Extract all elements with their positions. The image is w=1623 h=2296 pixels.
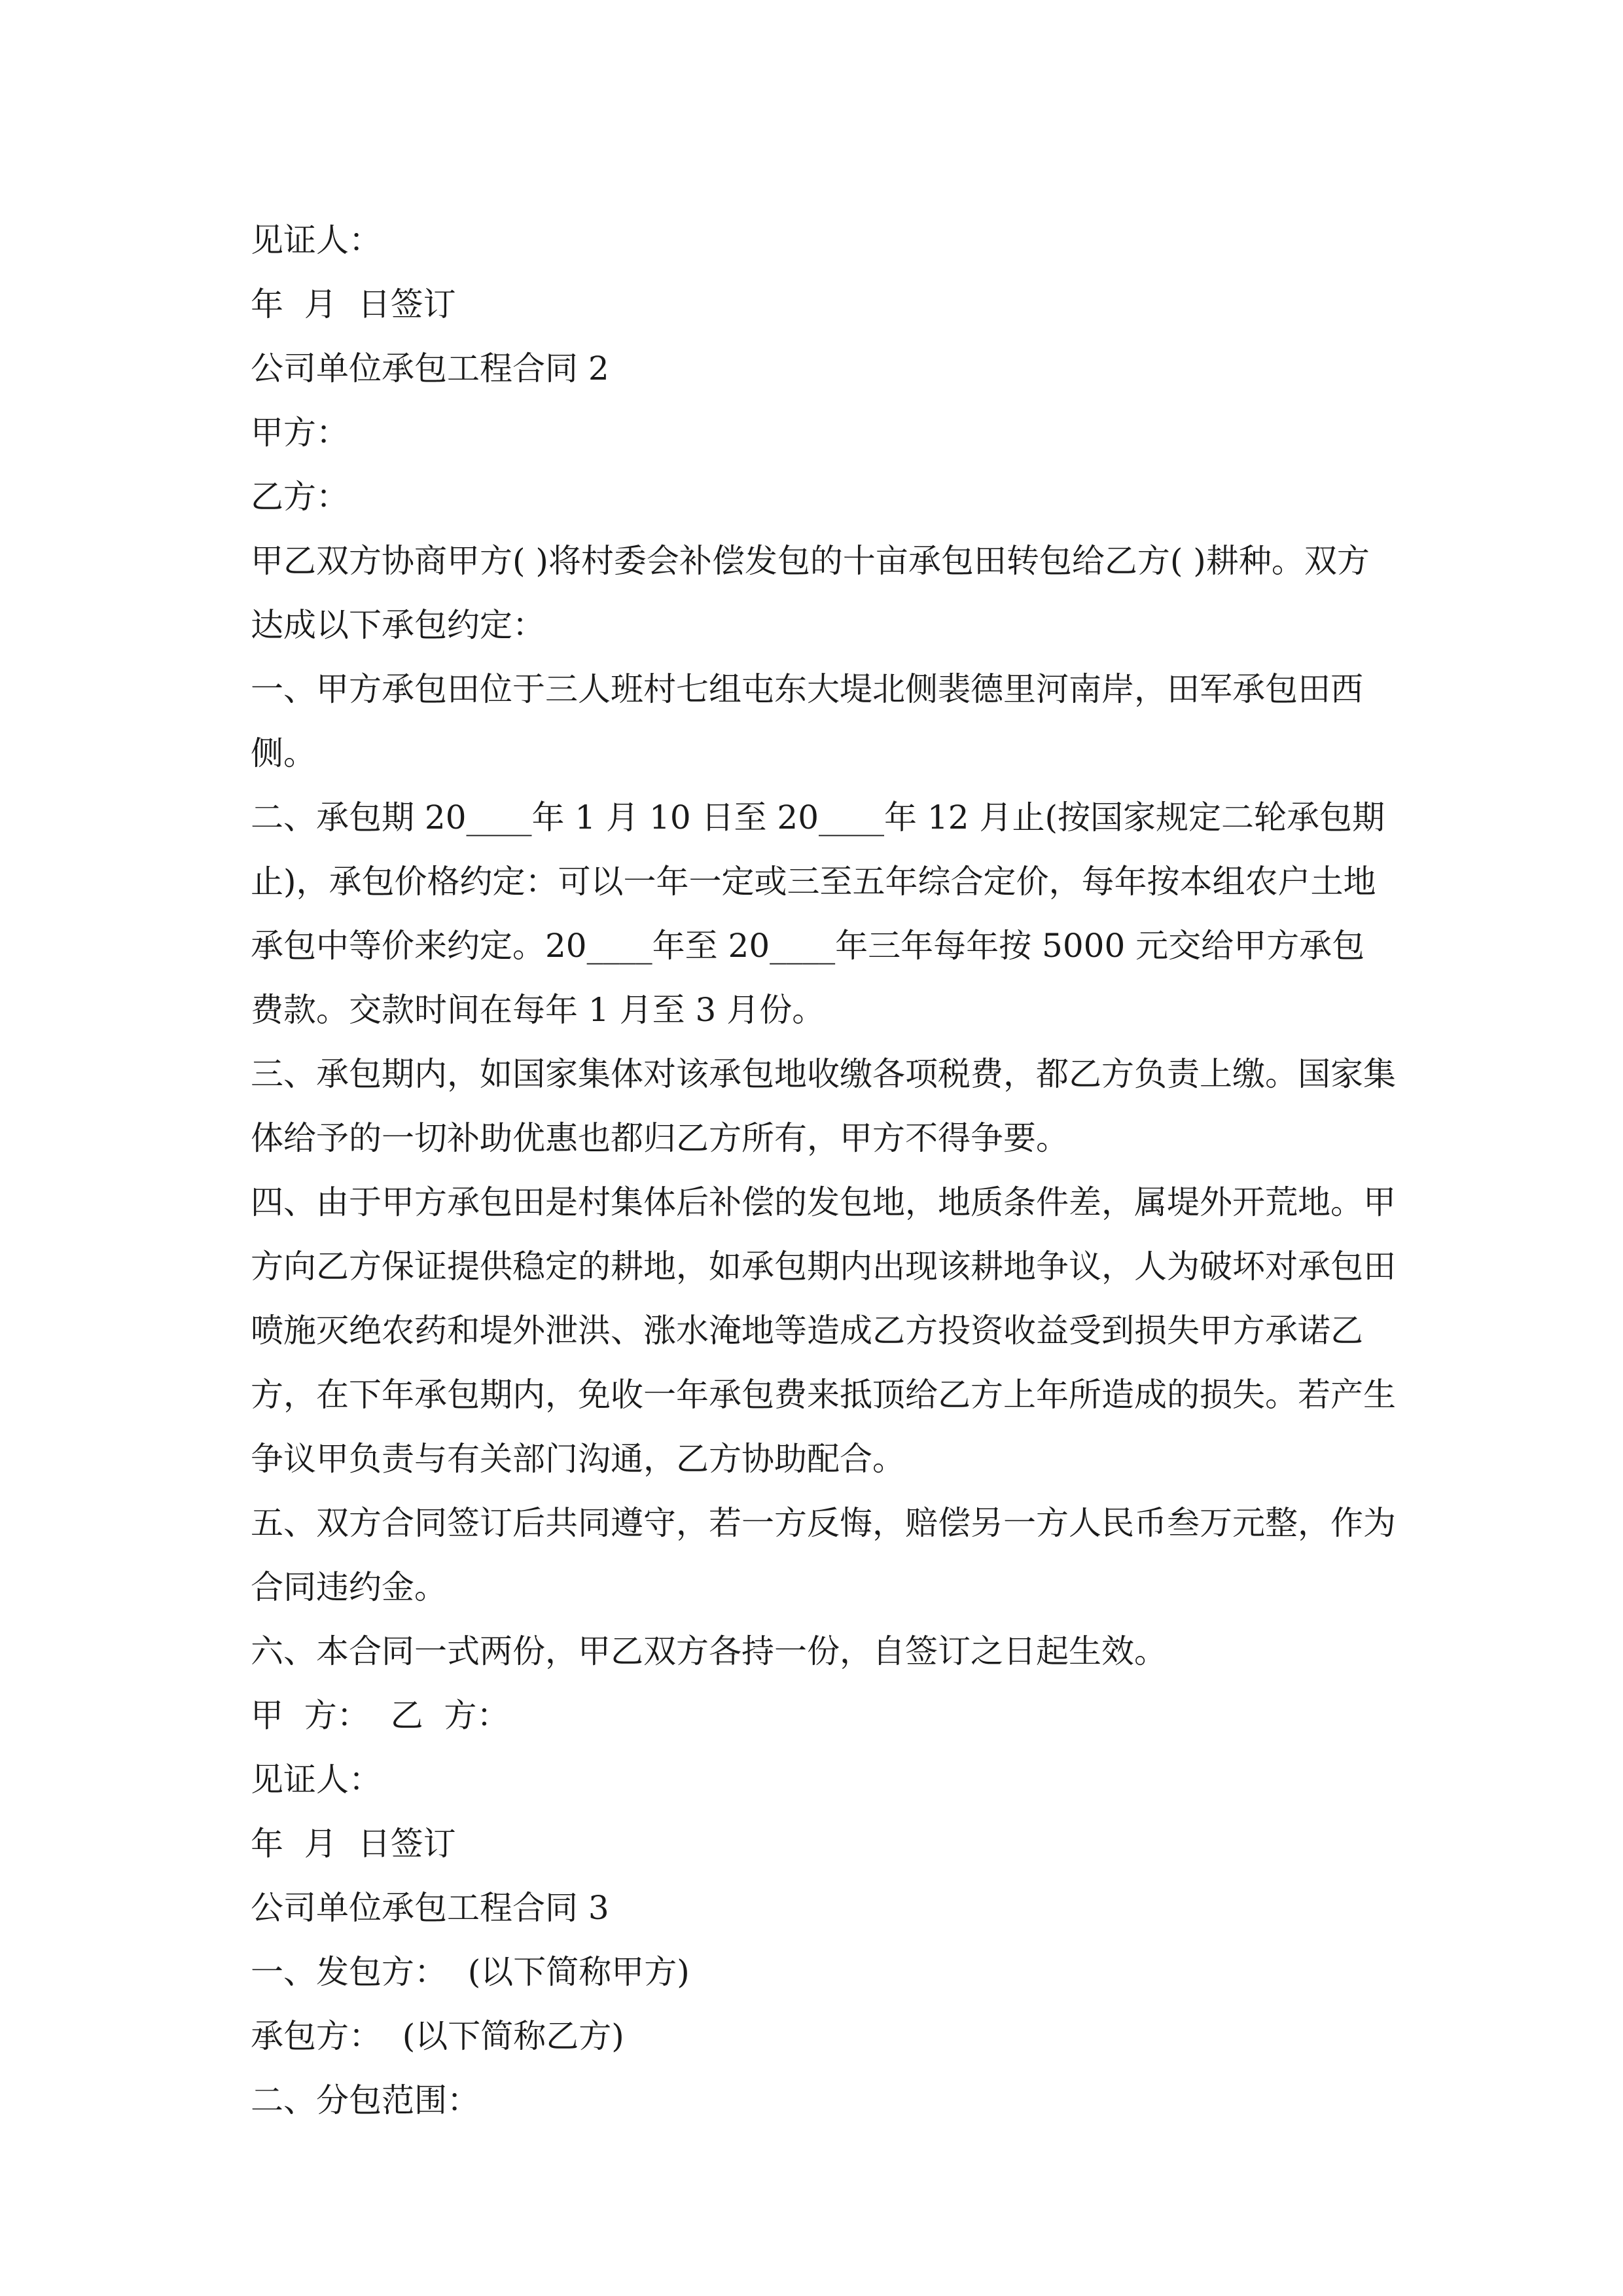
contract-3-title: 公司单位承包工程合同 3 — [251, 1889, 609, 1927]
party-a-line: 甲方： — [251, 414, 349, 452]
contractor-line: 一、发包方： (以下简称甲方) — [251, 1953, 690, 1991]
contract-2-title: 公司单位承包工程合同 2 — [251, 350, 609, 387]
scope-heading: 二、分包范围： — [251, 2081, 480, 2119]
clause-1: 一、甲方承包田位于三人班村七组屯东大堤北侧裴德里河南岸，田军承包田西侧。 — [251, 670, 1363, 772]
clause-6: 六、本合同一式两份，甲乙双方各持一份，自签订之日起生效。 — [251, 1632, 1167, 1670]
clause-4: 四、由于甲方承包田是村集体后补偿的发包地，地质条件差，属堤外开荒地。甲方向乙方保证提供稳定的耕地，如承包期内出现该耕地争议，人为破坏对承包田喷施灭绝农药和堤外泄洪、涨水淹地等造成乙方投资收益受到损失甲方承诺乙方，在下年承包期内，免收一年承包费来抵顶给乙方上年所造成的损失。若产生争议甲负责与有关部门沟通，乙方协助配合。 — [251, 1183, 1396, 1478]
subcontractor-line: 承包方： (以下简称乙方) — [251, 2017, 624, 2055]
clause-2: 二、承包期 20____年 1 月 10 日至 20____年 12 月止(按国家规定二轮承包期止)，承包价格约定：可以一年一定或三至五年综合定价，每年按本组农户土地承包中等价来约定。20____年至 20____年三年每年按 5000 元交给甲方承包费款。交款时间在每年 1 月至 3 月份。 — [251, 798, 1385, 1029]
witness-line-2: 见证人： — [251, 1761, 382, 1799]
clause-5: 五、双方合同签订后共同遵守，若一方反悔，赔偿另一方人民币叁万元整，作为合同违约金。 — [251, 1504, 1396, 1606]
party-b-line: 乙方： — [251, 478, 349, 516]
signing-date-line: 年 月 日签订 — [251, 285, 456, 323]
clause-3: 三、承包期内，如国家集体对该承包地收缴各项税费，都乙方负责上缴。国家集体给予的一切补助优惠也都归乙方所有，甲方不得争要。 — [251, 1055, 1396, 1157]
intro-paragraph: 甲乙双方协商甲方( )将村委会补偿发包的十亩承包田转包给乙方( )耕种。双方达成以下承包约定： — [251, 542, 1370, 644]
witness-line: 见证人： — [251, 221, 382, 259]
document-body — [251, 208, 1396, 2132]
signing-date-line-2: 年 月 日签订 — [251, 1825, 456, 1863]
signature-parties-line: 甲 方： 乙 方： — [251, 1696, 510, 1734]
